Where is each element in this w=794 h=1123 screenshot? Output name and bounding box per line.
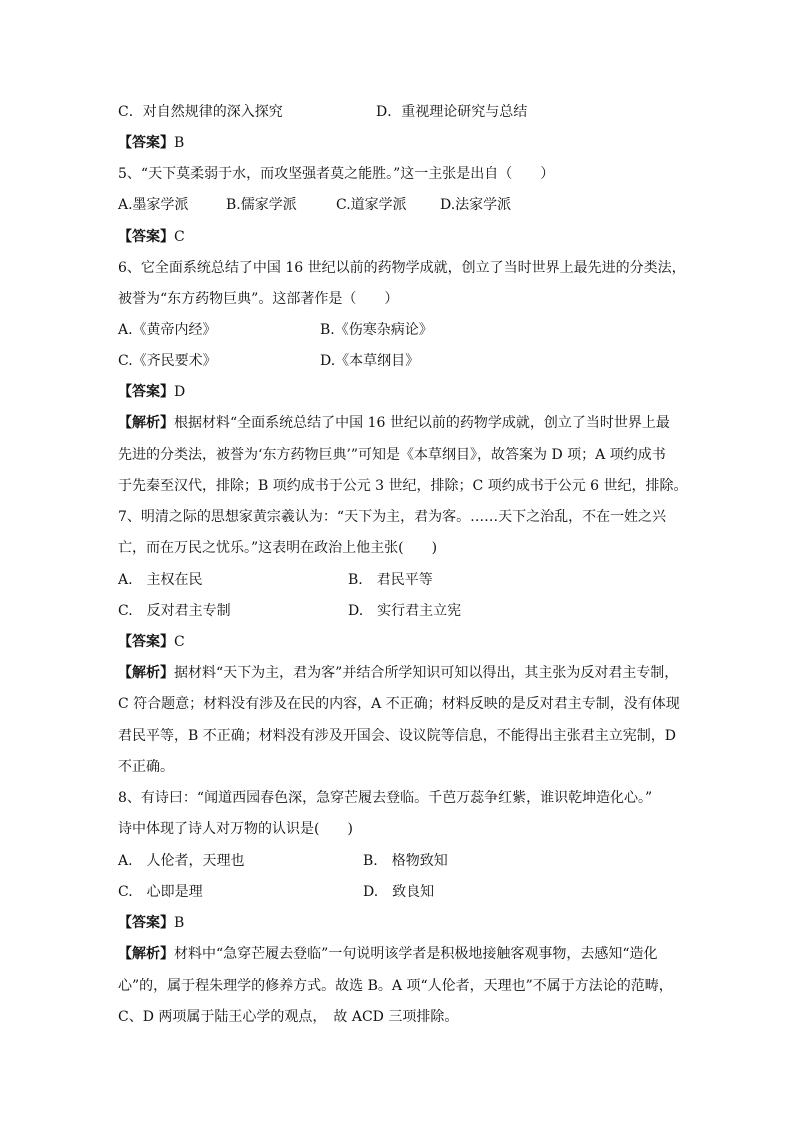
answer-value: C [174, 634, 185, 650]
q8-option-b: B. 格物致知 [363, 853, 448, 869]
q6-analysis-line3: 于先秦至汉代，排除；B 项约成书于公元 3 世纪，排除；C 项约成书于公元 6 世纪，排除。 [118, 478, 688, 494]
q8-analysis-line1 [118, 944, 657, 964]
q6-analysis-line2: 先进的分类法，被誉为‘东方药物巨典’”可知是《本草纲目》，故答案为 D 项；A 项约成书 [118, 447, 666, 463]
analysis-label: 【解析】 [118, 665, 174, 681]
q7-analysis-line3: 君民平等，B 不正确；材料没有涉及开国会、设议院等信息，不能得出主张君主立宪制，D [118, 728, 676, 744]
analysis-text: 根据材料“全面系统总结了中国 16 世纪以前的药物学成就，创立了当时世界上最 [174, 415, 670, 431]
q6-option-d: D.《本草纲目》 [320, 353, 420, 369]
q6-analysis-line1 [118, 413, 670, 433]
q6-answer [118, 382, 185, 402]
answer-value: C [174, 229, 185, 245]
q7-analysis-line2: C 符合题意；材料没有涉及在民的内容，A 不正确；材料反映的是反对君主专制，没有体现 [118, 696, 680, 712]
analysis-label: 【解析】 [118, 946, 174, 962]
q7-answer [118, 632, 185, 652]
q6-option-c: C.《齐民要术》 [118, 353, 217, 369]
answer-label: 【答案】 [118, 229, 174, 245]
q5-option-d: D.法家学派 [440, 197, 512, 213]
q8-stem-line1: 8、有诗曰：“闻道西园春色深，急穿芒履去登临。千芭万蕊争红紫，谁识乾坤造化心。” [118, 790, 653, 806]
q6-stem-line2: 被誉为“东方药物巨典”。这部著作是（ ） [118, 291, 399, 307]
q8-option-c: C. 心即是理 [118, 884, 203, 900]
answer-label: 【答案】 [118, 135, 174, 151]
q5-option-a: A.墨家学派 [118, 197, 189, 213]
q7-option-a: A. 主权在民 [118, 572, 203, 588]
answer-value: D [174, 384, 186, 400]
analysis-label: 【解析】 [118, 415, 174, 431]
q8-analysis-line2: 心”的，属于程朱理学的修养方式。故选 B。A 项“人伦者，天理也”不属于方法论的范畴， [118, 978, 673, 994]
q7-analysis-line1 [118, 663, 678, 683]
q7-option-c: C. 反对君主专制 [118, 603, 231, 619]
analysis-text: 据材料“天下为主，君为客”并结合所学知识可知以得出，其主张为反对君主专制， [174, 665, 679, 681]
q7-stem-line2: 亡，而在万民之忧乐。”这表明在政治上他主张( ) [118, 540, 438, 556]
answer-label: 【答案】 [118, 384, 174, 400]
answer-label: 【答案】 [118, 915, 174, 931]
q5-stem: 5、“天下莫柔弱于水，而攻坚强者莫之能胜。”这一主张是出自（ ） [118, 166, 555, 182]
q7-analysis-line4: 不正确。 [118, 759, 174, 775]
q5-option-c: C.道家学派 [336, 197, 407, 213]
q8-option-d: D. 致良知 [363, 884, 435, 900]
q4-option-d: D．重视理论研究与总结 [376, 104, 528, 120]
answer-value: B [174, 915, 185, 931]
q4-answer [118, 133, 184, 153]
answer-value: B [174, 135, 185, 151]
q5-option-b: B.儒家学派 [226, 197, 297, 213]
q5-answer [118, 227, 185, 247]
q8-option-a: A. 人伦者，天理也 [118, 853, 245, 869]
q8-analysis-line3: C、D 两项属于陆王心学的观点， 故 ACD 三项排除。 [118, 1009, 459, 1025]
q8-stem-line2: 诗中体现了诗人对万物的认识是( ) [118, 821, 353, 837]
q7-option-b: B. 君民平等 [348, 572, 433, 588]
q8-answer [118, 913, 184, 933]
answer-label: 【答案】 [118, 634, 174, 650]
q4-option-c: C．对自然规律的深入探究 [118, 104, 283, 120]
analysis-text: 材料中“急穿芒履去登临”一句说明该学者是积极地接触客观事物，去感知“造化 [174, 946, 658, 962]
q6-option-a: A.《黄帝内经》 [118, 322, 217, 338]
q7-option-d: D. 实行君主立宪 [348, 603, 462, 619]
q7-stem-line1: 7、明清之际的思想家黄宗羲认为：“天下为主，君为客。……天下之治乱，不在一姓之兴 [118, 509, 667, 525]
q6-option-b: B.《伤寒杂病论》 [320, 322, 433, 338]
q6-stem-line1: 6、它全面系统总结了中国 16 世纪以前的药物学成就，创立了当时世界上最先进的分类法， [118, 260, 686, 276]
